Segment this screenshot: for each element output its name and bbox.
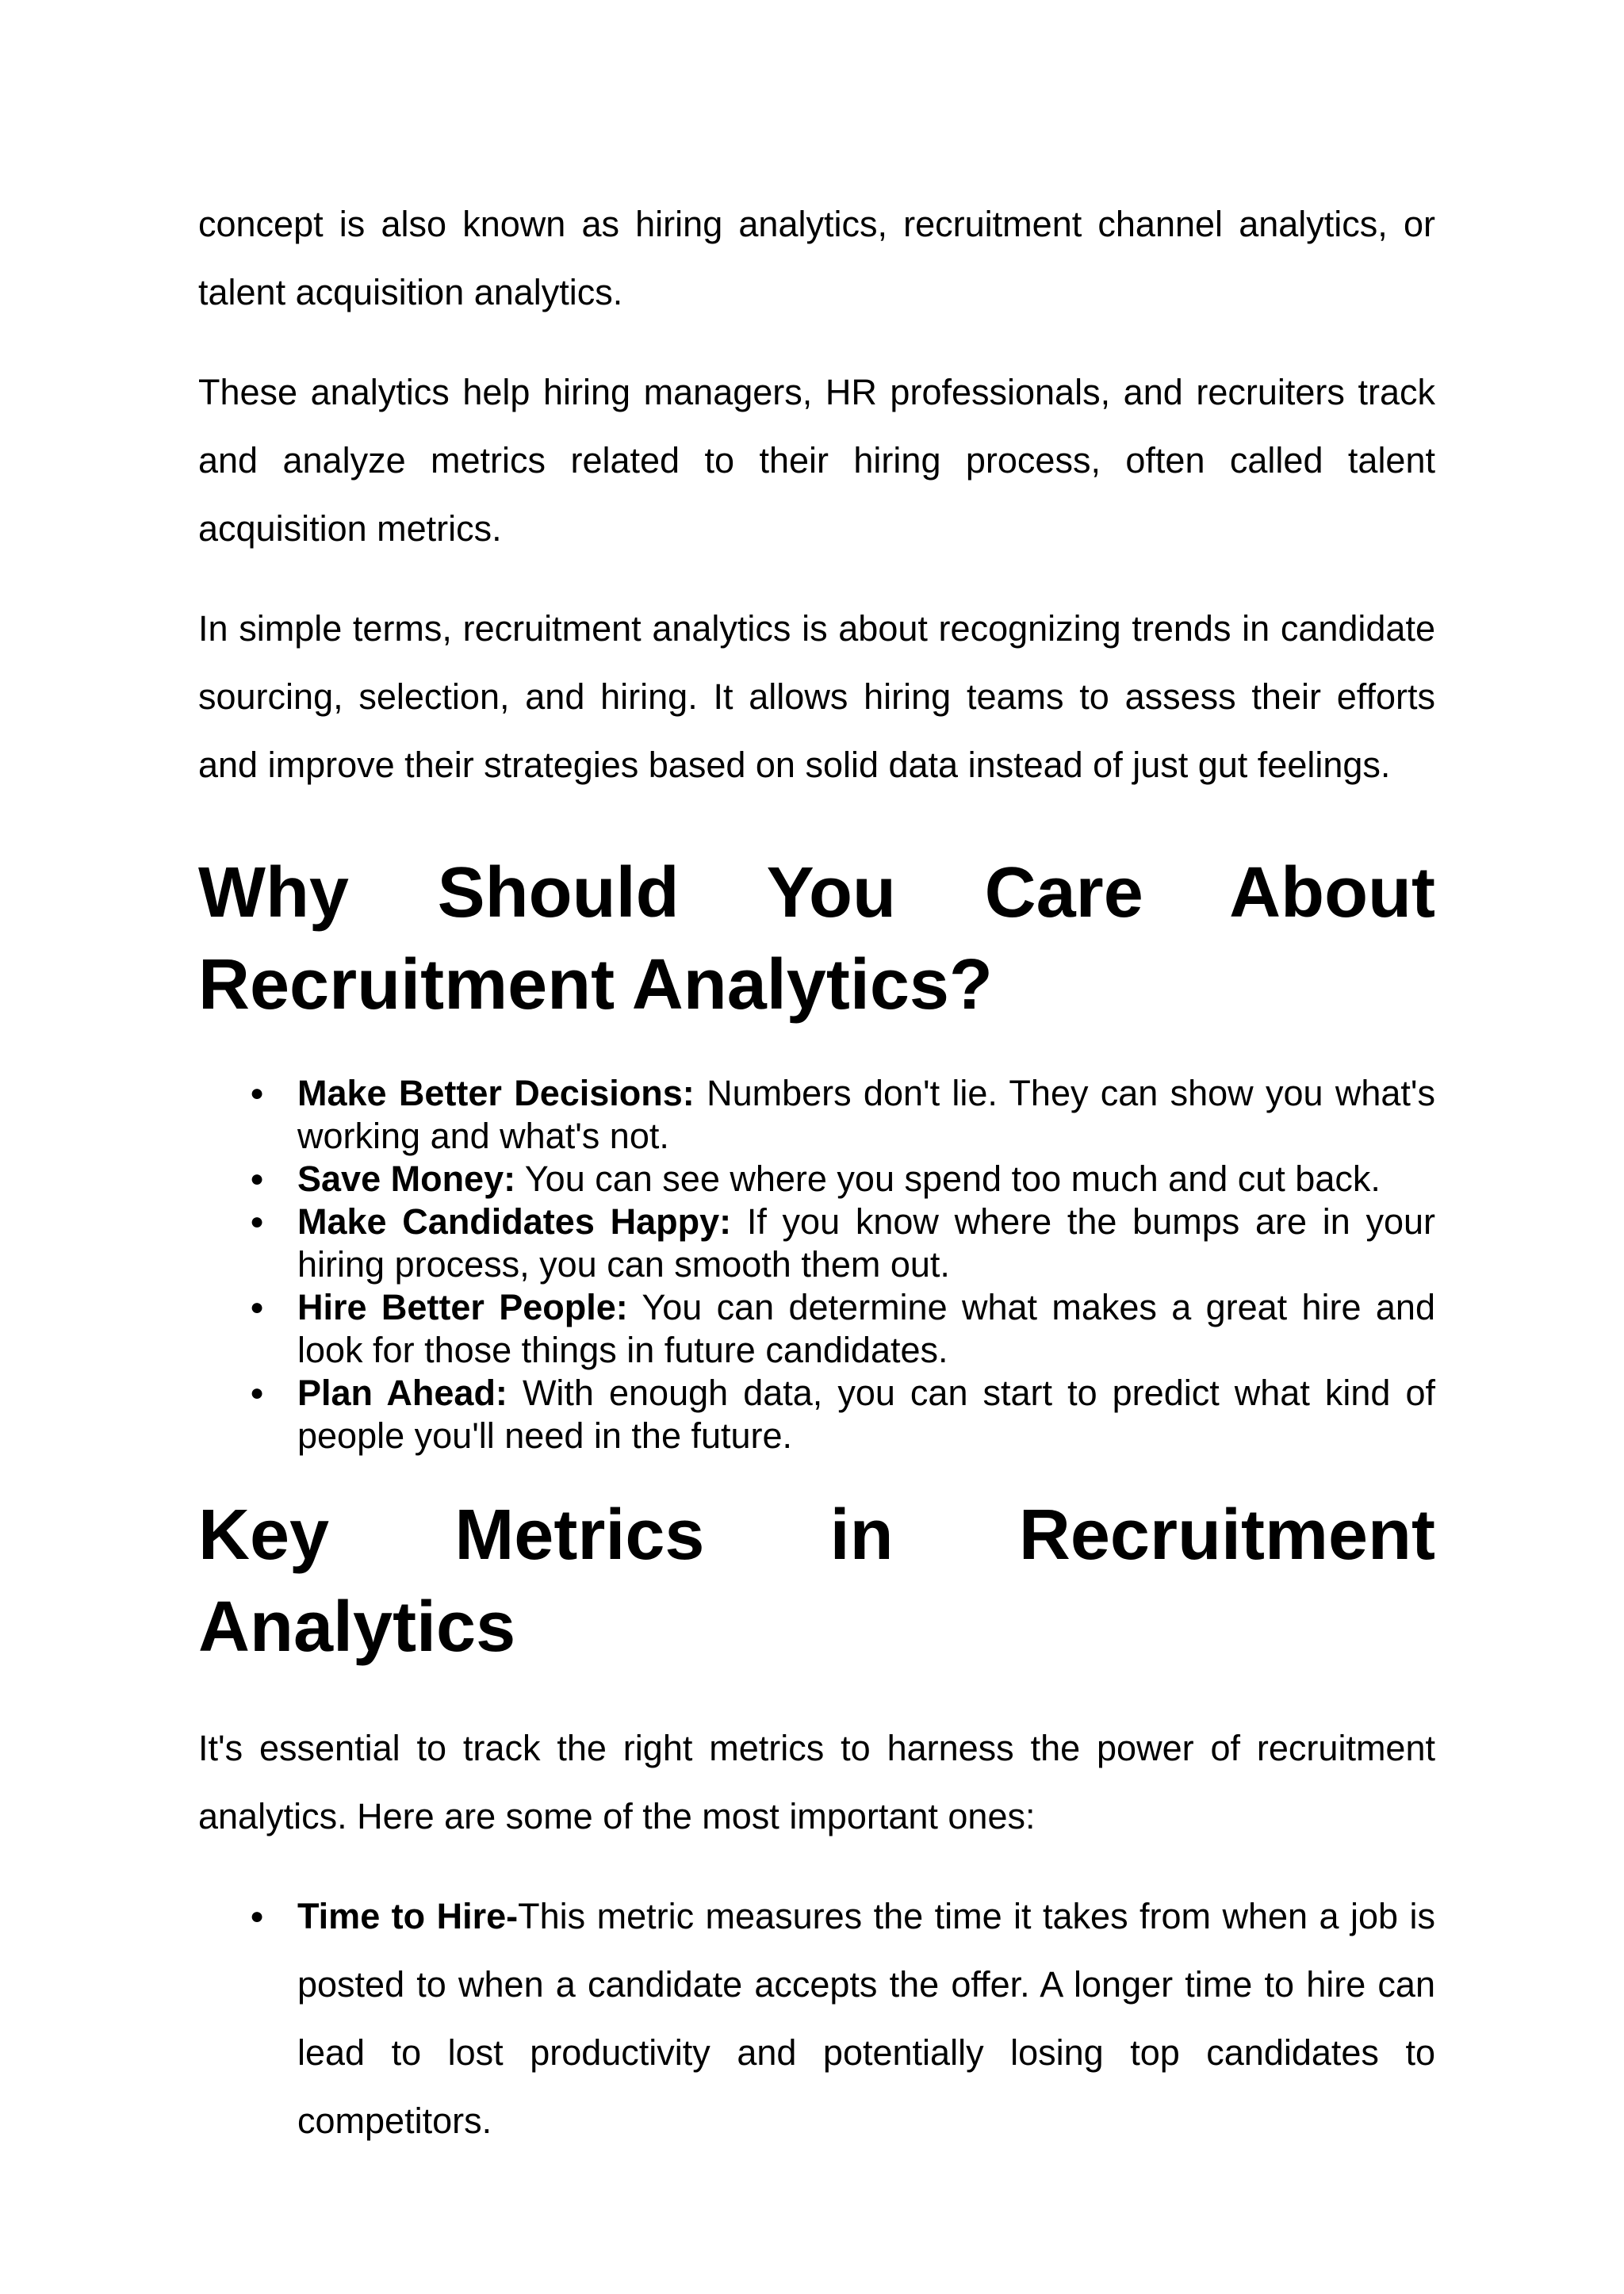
bullet-icon: ●	[250, 1208, 265, 1235]
list-item	[198, 1372, 1435, 1457]
list-item	[198, 1072, 1435, 1158]
list-item	[198, 1201, 1435, 1286]
list-item	[198, 1882, 1435, 2155]
bullet-icon: ●	[250, 1903, 265, 1929]
bullet-icon: ●	[250, 1294, 265, 1320]
paragraph-intro-2: These analytics help hiring managers, HR professionals, and recruiters track and analyze metrics related to their hiring process, often called talent acquisition metrics.	[198, 372, 1435, 549]
paragraph-intro-1: concept is also known as hiring analytics, recruitment channel analytics, or talent acquisition analytics.	[198, 204, 1435, 312]
list-item-text: You can see where you spend too much and cut back.	[515, 1158, 1381, 1199]
list-item-text: If you know where the bumps are in your hiring process, you can smooth them out.	[297, 1201, 1436, 1285]
list-item-text: Numbers don't lie. They can show you what's working and what's not.	[297, 1073, 1435, 1156]
list-item-term: Make Better Decisions:	[297, 1073, 695, 1113]
paragraph-metrics-intro: It's essential to track the right metrics to harness the power of recruitment analytics. Here are some of the most important ones:	[198, 1728, 1435, 1836]
heading-key-metrics: Key Metrics in Recruitment Analytics	[198, 1496, 1435, 1667]
heading-why-care: Why Should You Care About Recruitment Analytics?	[198, 853, 1435, 1024]
list-item-term: Make Candidates Happy:	[297, 1201, 732, 1242]
list-item-term: Plan Ahead:	[297, 1373, 508, 1413]
why-care-list	[198, 1072, 1435, 1457]
bullet-icon: ●	[250, 1166, 265, 1192]
list-item	[198, 1158, 1435, 1201]
list-item	[198, 1286, 1435, 1372]
document-body	[198, 190, 1435, 2155]
list-item-term: Save Money:	[297, 1158, 516, 1199]
list-item-text: You can determine what makes a great hire and look for those things in future candidates.	[297, 1287, 1435, 1370]
paragraph-intro-3: In simple terms, recruitment analytics is about recognizing trends in candidate sourcing, selection, and hiring. It allows hiring teams to assess their efforts and improve their strategies based on solid data instead of just gut feelings.	[198, 608, 1435, 785]
metrics-list	[198, 1882, 1435, 2155]
list-item-term: Time to Hire-	[297, 1896, 519, 1936]
list-item-text: With enough data, you can start to predict what kind of people you'll need in the future.	[297, 1373, 1435, 1456]
list-item-term: Hire Better People:	[297, 1287, 628, 1327]
bullet-icon: ●	[250, 1080, 265, 1106]
list-item-text: This metric measures the time it takes from when a job is posted to when a candidate accepts the offer. A longer time to hire can lead to lost productivity and potentially losing top candidates to competitors.	[297, 1896, 1435, 2141]
bullet-icon: ●	[250, 1380, 265, 1406]
